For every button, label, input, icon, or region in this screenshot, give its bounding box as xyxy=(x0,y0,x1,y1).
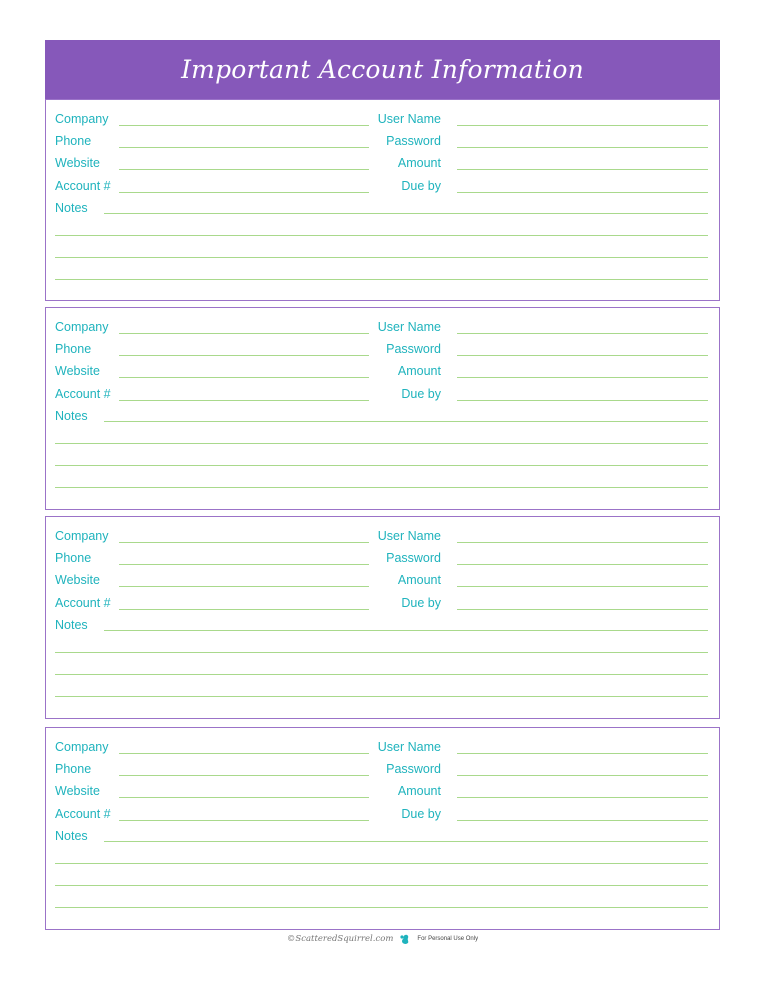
notes-line[interactable] xyxy=(55,674,708,675)
password-label: Password xyxy=(386,762,441,776)
password-field[interactable] xyxy=(457,147,708,148)
page-title: Important Account Information xyxy=(181,55,584,84)
website-label: Website xyxy=(55,784,100,798)
phone-field[interactable] xyxy=(119,775,369,776)
due-label: Due by xyxy=(401,179,441,193)
notes-line[interactable] xyxy=(55,487,708,488)
amount-field[interactable] xyxy=(457,377,708,378)
notes-line[interactable] xyxy=(55,443,708,444)
password-field[interactable] xyxy=(457,355,708,356)
due-field[interactable] xyxy=(457,820,708,821)
company-field[interactable] xyxy=(119,753,369,754)
due-field[interactable] xyxy=(457,400,708,401)
notes-label: Notes xyxy=(55,201,88,215)
account-field[interactable] xyxy=(119,820,369,821)
footer xyxy=(0,931,765,947)
company-field[interactable] xyxy=(119,542,369,543)
amount-field[interactable] xyxy=(457,797,708,798)
account-label: Account # xyxy=(55,807,111,821)
phone-field[interactable] xyxy=(119,564,369,565)
notes-label: Notes xyxy=(55,829,88,843)
username-label: User Name xyxy=(377,529,441,543)
account-card xyxy=(45,99,720,301)
company-label: Company xyxy=(55,320,109,334)
amount-label: Amount xyxy=(397,784,441,798)
password-label: Password xyxy=(386,134,441,148)
username-label: User Name xyxy=(377,740,441,754)
password-field[interactable] xyxy=(457,564,708,565)
notes-line[interactable] xyxy=(55,885,708,886)
account-label: Account # xyxy=(55,596,111,610)
amount-label: Amount xyxy=(397,364,441,378)
website-field[interactable] xyxy=(119,169,369,170)
phone-label: Phone xyxy=(55,551,92,565)
notes-label: Notes xyxy=(55,618,88,632)
due-label: Due by xyxy=(401,596,441,610)
notes-line[interactable] xyxy=(55,465,708,466)
notes-field[interactable] xyxy=(104,841,708,842)
website-field[interactable] xyxy=(119,377,369,378)
account-field[interactable] xyxy=(119,192,369,193)
due-field[interactable] xyxy=(457,192,708,193)
amount-field[interactable] xyxy=(457,169,708,170)
notes-line[interactable] xyxy=(55,257,708,258)
notes-line[interactable] xyxy=(55,907,708,908)
notes-field[interactable] xyxy=(104,421,708,422)
notes-line[interactable] xyxy=(55,696,708,697)
username-label: User Name xyxy=(377,320,441,334)
amount-label: Amount xyxy=(397,156,441,170)
account-card xyxy=(45,727,720,930)
notes-line[interactable] xyxy=(55,863,708,864)
phone-field[interactable] xyxy=(119,355,369,356)
website-label: Website xyxy=(55,364,100,378)
account-label: Account # xyxy=(55,387,111,401)
notes-field[interactable] xyxy=(104,630,708,631)
page-header xyxy=(45,40,720,99)
account-field[interactable] xyxy=(119,609,369,610)
notes-label: Notes xyxy=(55,409,88,423)
notes-line[interactable] xyxy=(55,235,708,236)
account-card xyxy=(45,307,720,510)
due-field[interactable] xyxy=(457,609,708,610)
username-field[interactable] xyxy=(457,753,708,754)
username-field[interactable] xyxy=(457,333,708,334)
company-label: Company xyxy=(55,740,109,754)
website-field[interactable] xyxy=(119,797,369,798)
website-label: Website xyxy=(55,573,100,587)
footer-brand: ©ScatteredSquirrel.com xyxy=(286,934,394,944)
notes-field[interactable] xyxy=(104,213,708,214)
password-field[interactable] xyxy=(457,775,708,776)
password-label: Password xyxy=(386,342,441,356)
due-label: Due by xyxy=(401,807,441,821)
phone-label: Phone xyxy=(55,134,92,148)
company-field[interactable] xyxy=(119,125,369,126)
username-field[interactable] xyxy=(457,542,708,543)
account-field[interactable] xyxy=(119,400,369,401)
company-label: Company xyxy=(55,529,109,543)
account-card xyxy=(45,516,720,719)
company-field[interactable] xyxy=(119,333,369,334)
phone-field[interactable] xyxy=(119,147,369,148)
notes-line[interactable] xyxy=(55,652,708,653)
account-label: Account # xyxy=(55,179,111,193)
phone-label: Phone xyxy=(55,342,92,356)
website-label: Website xyxy=(55,156,100,170)
website-field[interactable] xyxy=(119,586,369,587)
footer-usage: For Personal Use Only xyxy=(417,936,479,942)
amount-label: Amount xyxy=(397,573,441,587)
password-label: Password xyxy=(386,551,441,565)
notes-line[interactable] xyxy=(55,279,708,280)
phone-label: Phone xyxy=(55,762,92,776)
username-field[interactable] xyxy=(457,125,708,126)
due-label: Due by xyxy=(401,387,441,401)
company-label: Company xyxy=(55,112,109,126)
username-label: User Name xyxy=(377,112,441,126)
squirrel-icon xyxy=(399,933,411,945)
amount-field[interactable] xyxy=(457,586,708,587)
